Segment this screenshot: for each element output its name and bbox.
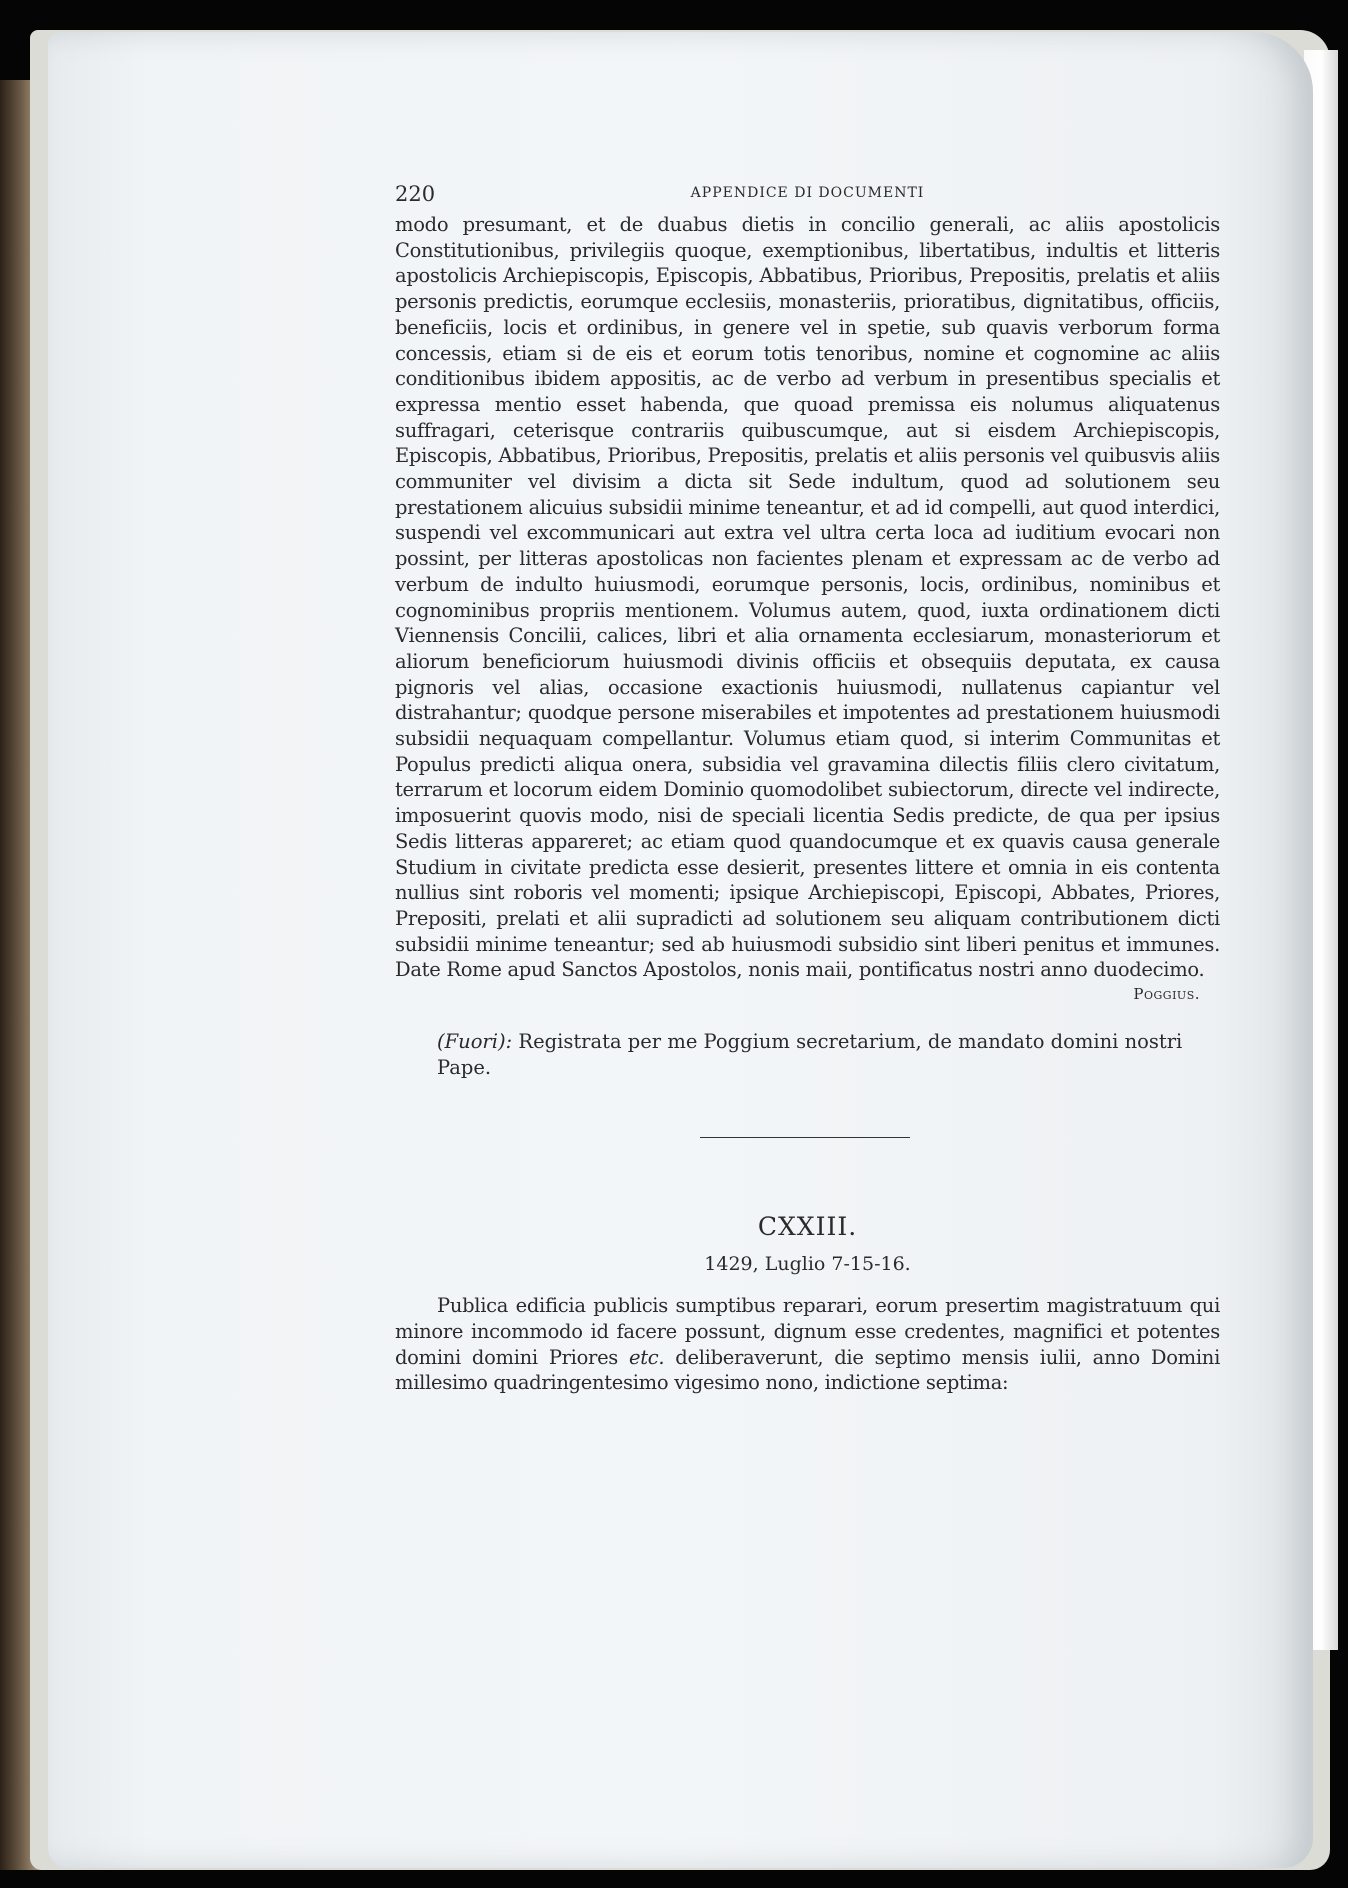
paragraph-2-text-a: Publica edificia publicis sumptibus reparari, eorum presertim magistratuum qui minore incommodo id facere possunt, dignum esse credentes, magnifici et potentes domini domini Priores [395, 1294, 1220, 1369]
signature: Poggius. [1133, 985, 1200, 1004]
document-date: 1429, Luglio 7-15-16. [704, 1253, 911, 1276]
paragraph-2-italic: etc. [629, 1345, 665, 1369]
running-head [395, 182, 1220, 212]
section-divider [700, 1137, 910, 1138]
page-number: 220 [395, 182, 436, 206]
note-prefix: (Fuori): [437, 1030, 513, 1054]
note-text: Registrata per me Poggium secretarium, de mandato domini nostri Pape. [437, 1030, 1183, 1080]
registration-note [395, 1029, 1220, 1081]
paragraph-2-text-b: deliberaverunt, die septimo mensis iulii, anno Domini millesimo quadringentesimo vigesimo nono, indictione septima: [395, 1345, 1221, 1395]
document-paragraph-2 [395, 1293, 1220, 1396]
page-content [395, 182, 1220, 1396]
running-title: APPENDICE DI DOCUMENTI [690, 185, 925, 201]
document-paragraph: modo presumant, et de duabus dietis in concilio generali, ac aliis apostolicis Constitutionibus, privilegiis quoque, exemptionibus, libertatibus, indultis et litteris apostolicis Archiepiscopis, Episcopis, Abbatibus, Prioribus, Prepositis, prelatis et aliis personis predictis, eorumque ecclesiis, monasteriis, prioratibus, dignitatibus, officiis, beneficiis, locis et ordinibus, in genere vel in spetie, sub quavis verborum forma concessis, etiam si de eis et eorum totis tenoribus, nomine et cognomine ac aliis conditionibus ibidem appositis, ac de verbo ad verbum in presentibus specialis et expressa mentio esset habenda, que quoad premissa eis nolumus aliquatenus suffragari, ceterisque contrariis quibuscumque, aut si eisdem Archiepiscopis, Episcopis, Abbatibus, Prioribus, Prepositis, prelatis et aliis personis vel quibusvis aliis communiter vel divisim a dicta sit Sede indultum, quod ad solutionem seu prestationem alicuius subsidii minime teneantur, et ad id compelli, aut quod interdici, suspendi vel excommunicari aut extra vel ultra certa loca ad iuditium evocari non possint, per litteras apostolicas non facientes plenam et expressam ac de verbo ad verbum de indulto huiusmodi, eorumque personis, locis, ordinibus, nominibus et cognominibus propriis mentionem. Volumus autem, quod, iuxta ordinationem dicti Viennensis Concilii, calices, libri et alia ornamenta ecclesiarum, monasteriorum et aliorum beneficiorum huiusmodi divinis officiis et obsequiis deputata, ex causa pignoris vel alias, occasione exactionis huiusmodi, nullatenus capiantur vel distrahantur; quodque persone miserabiles et impotentes ad prestationem huiusmodi subsidii nequaquam compellantur. Volumus etiam quod, si interim Communitas et Populus predicti aliqua onera, subsidia vel gravamina dilectis filiis clero civitatum, terrarum et locorum eidem Dominio quomodolibet subiectorum, directe vel indirecte, imposuerint quovis modo, nisi de speciali licentia Sedis predicte, de qua per ipsius Sedis litteras appareret; ac etiam quod quandocumque et ex quavis causa generale Studium in civitate predicta esse desierit, presentes littere et omnia in eis contenta nullius sint roboris vel momenti; ipsique Archiepiscopi, Episcopi, Abbates, Priores, Prepositi, prelati et alii supradicti ad solutionem seu aliquam contributionem dicti subsidii minime teneantur; sed ab huiusmodi subsidio sint liberi penitus et immunes. Date Rome apud Sanctos Apostolos, nonis maii, pontificatus nostri anno duodecimo. [395, 213, 1220, 982]
document-number: CXXIII. [757, 1212, 858, 1242]
